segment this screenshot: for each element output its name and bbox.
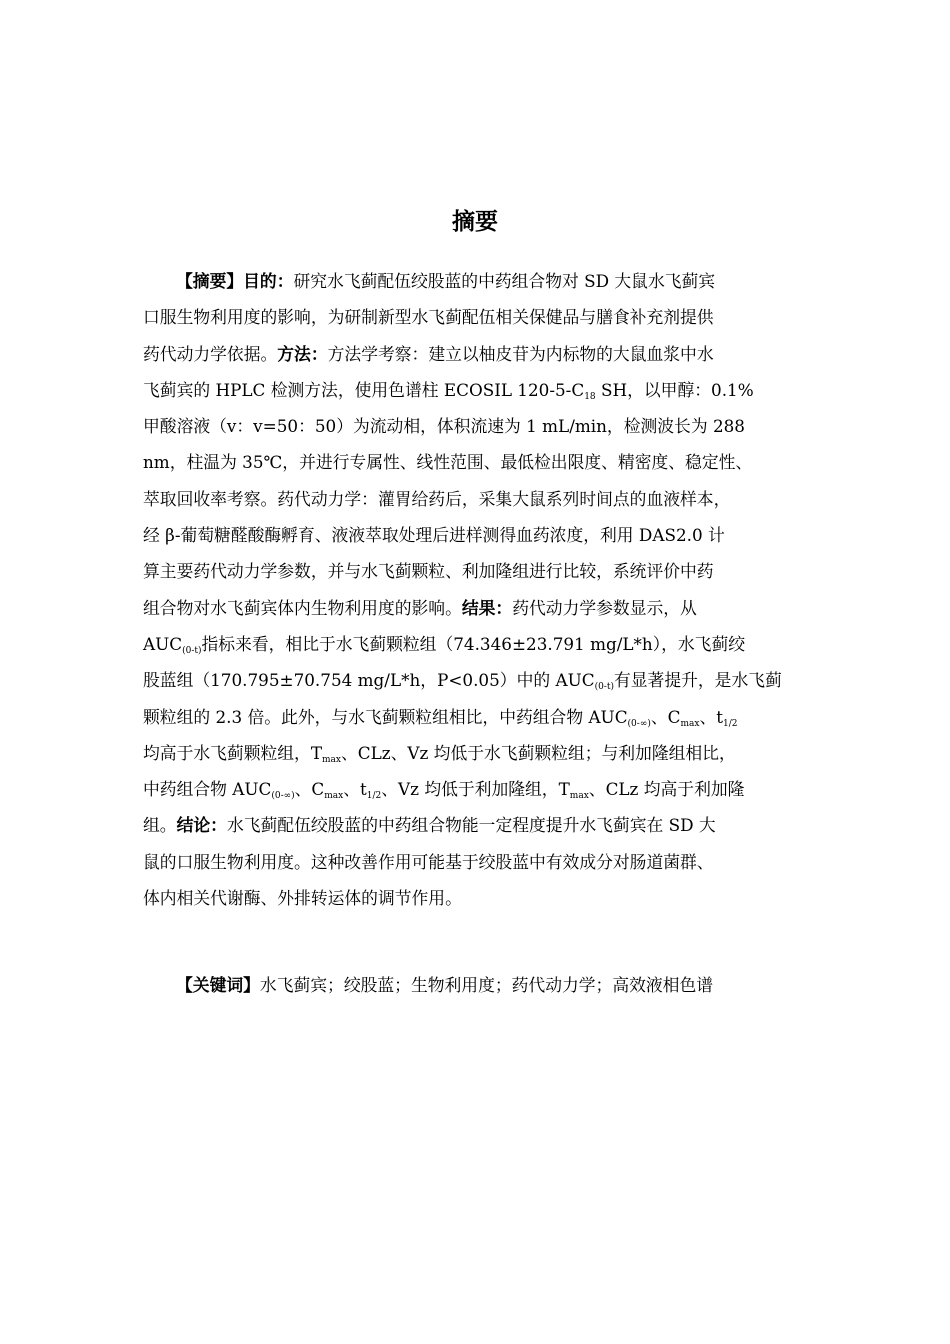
bold-label: 结论： — [176, 815, 227, 836]
abstract-line — [143, 771, 823, 807]
subscript-text: 1/2 — [722, 718, 738, 729]
subscript-text: max — [322, 754, 341, 765]
abstract-line — [143, 699, 823, 735]
text-run: 经 β-葡萄糖醛酸酶孵育、液液萃取处理后进样测得血药浓度，利用 DAS2.0 计 — [143, 525, 725, 546]
subscript-text: (0-t) — [594, 682, 614, 693]
text-run: 药代动力学参数显示，从 — [512, 597, 697, 618]
abstract-line — [143, 408, 823, 444]
abstract-line — [143, 372, 823, 408]
keywords-text: 水飞蓟宾；绞股蓝；生物利用度；药代动力学；高效液相色谱 — [259, 975, 714, 995]
abstract-line — [143, 844, 823, 880]
text-run: 中药组合物 AUC — [143, 779, 272, 800]
abstract-line — [143, 735, 823, 771]
text-run: 萃取回收率考察。药代动力学：灌胃给药后，采集大鼠系列时间点的血液样本， — [143, 488, 731, 509]
text-run: 、C — [294, 779, 325, 800]
bold-label: 【摘要】目的： — [176, 271, 294, 291]
abstract-line — [143, 299, 823, 335]
abstract-paragraph — [143, 263, 823, 916]
text-run: AUC — [143, 633, 183, 654]
subscript-text: max — [324, 791, 344, 802]
text-run: 体内相关代谢酶、外排转运体的调节作用。 — [143, 888, 462, 909]
text-run: 方法学考察：建立以柚皮苷为内标物的大鼠血浆中水 — [327, 343, 714, 364]
abstract-line — [143, 336, 823, 372]
text-run: 指标来看，相比于水飞蓟颗粒组（74.346±23.791 mg/L*h），水飞蓟绞 — [201, 633, 746, 654]
abstract-line — [143, 662, 823, 698]
text-run: 、CLz、Vz 均低于水飞蓟颗粒组；与利加隆组相比， — [341, 742, 736, 763]
text-run: 药代动力学依据。 — [143, 343, 278, 364]
subscript-text: (0-t) — [182, 645, 202, 656]
abstract-line — [143, 626, 823, 662]
subscript-text: (0-∞) — [271, 791, 295, 802]
text-run: 、CLz 均高于利加隆 — [588, 779, 745, 800]
subscript-text: 18 — [584, 391, 596, 402]
bold-label: 方法： — [277, 343, 328, 364]
keywords-line — [176, 967, 713, 1003]
text-run: 颗粒组的 2.3 倍。此外，与水飞蓟颗粒组相比，中药组合物 AUC — [143, 706, 628, 727]
text-run: 、Vz 均低于利加隆组，T — [381, 779, 570, 800]
text-run: 鼠的口服生物利用度。这种改善作用可能基于绞股蓝中有效成分对肠道菌群、 — [143, 851, 714, 872]
text-run: nm，柱温为 35℃，并进行专属性、线性范围、最低检出限度、精密度、稳定性、 — [143, 452, 753, 473]
text-run: 水飞蓟配伍绞股蓝的中药组合物能一定程度提升水飞蓟宾在 SD 大 — [226, 815, 716, 836]
abstract-line — [143, 481, 823, 517]
abstract-line — [143, 263, 823, 299]
text-run: 股蓝组（170.795±70.754 mg/L*h，P<0.05）中的 AUC — [143, 670, 595, 691]
text-run: 组。 — [143, 815, 177, 836]
abstract-line — [143, 553, 823, 589]
text-run: 、t — [699, 706, 723, 727]
text-run: 、t — [343, 779, 367, 800]
text-run: 研究水飞蓟配伍绞股蓝的中药组合物对 SD 大鼠水飞蓟宾 — [293, 271, 716, 291]
text-run: SH，以甲醇：0.1% — [595, 379, 754, 400]
text-run: 组合物对水飞蓟宾体内生物利用度的影响。 — [143, 597, 462, 618]
subscript-text: max — [569, 791, 589, 802]
page-title: 摘要 — [452, 209, 498, 235]
subscript-text: (0-∞) — [627, 718, 651, 729]
keywords-label: 【关键词】 — [176, 975, 260, 995]
abstract-line — [143, 807, 823, 843]
abstract-line — [143, 880, 823, 916]
abstract-line — [143, 444, 823, 480]
text-run: 、C — [650, 706, 681, 727]
text-run: 均高于水飞蓟颗粒组，T — [143, 742, 323, 763]
text-run: 甲酸溶液（v：v=50：50）为流动相，体积流速为 1 mL/min，检测波长为 288 — [143, 416, 745, 437]
bold-label: 结果： — [461, 597, 513, 618]
text-run: 飞蓟宾的 HPLC 检测方法，使用色谱柱 ECOSIL 120-5-C — [143, 379, 585, 400]
abstract-line — [143, 517, 823, 553]
text-run: 有显著提升，是水飞蓟 — [613, 670, 782, 691]
subscript-text: 1/2 — [366, 791, 382, 802]
subscript-text: max — [680, 718, 700, 729]
abstract-line — [143, 590, 823, 626]
text-run: 口服生物利用度的影响，为研制新型水飞蓟配伍相关保健品与膳食补充剂提供 — [143, 307, 714, 328]
text-run: 算主要药代动力学参数，并与水飞蓟颗粒、利加隆组进行比较，系统评价中药 — [143, 561, 714, 582]
